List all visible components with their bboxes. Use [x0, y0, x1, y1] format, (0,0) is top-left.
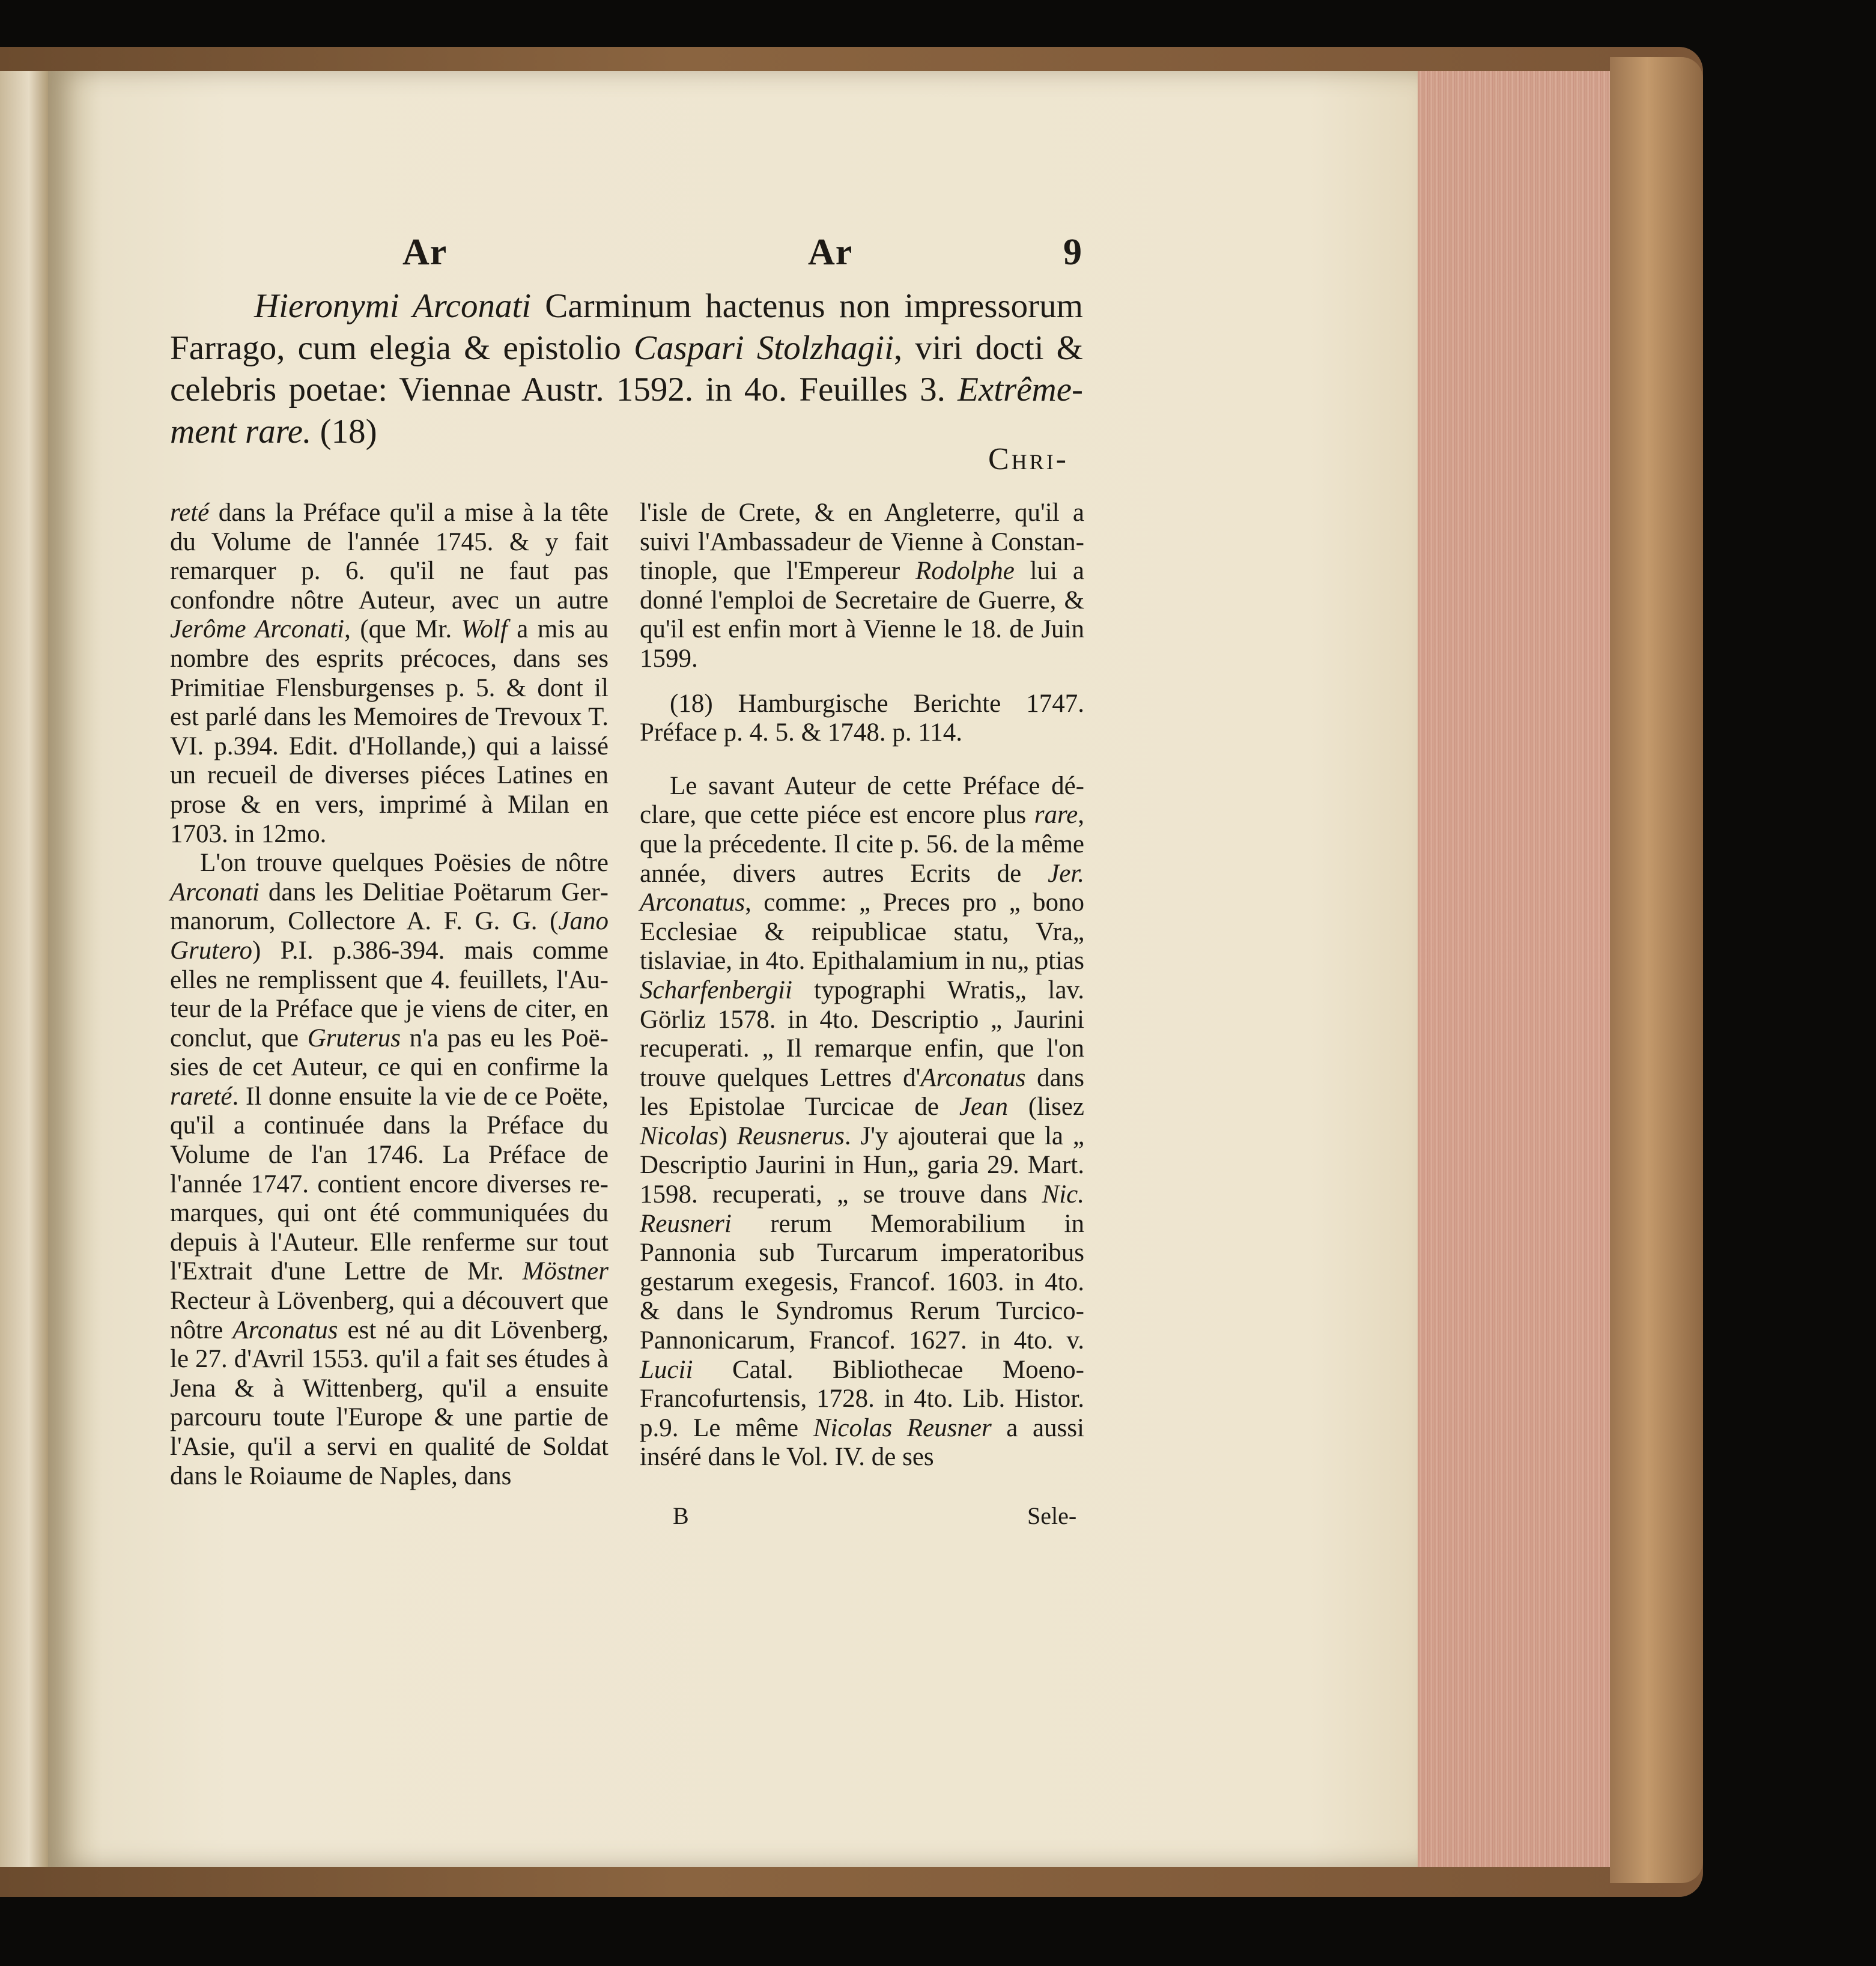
italic-run: Scharfenbergii [640, 975, 792, 1004]
page-block-edge [1412, 71, 1610, 1867]
catchword-bottom: Sele- [1027, 1502, 1077, 1529]
running-head-left: Ar [402, 232, 448, 273]
left-paragraph-1: reté dans la Préface qu'il a mise à la tête du Volume de l'année 1745. & y fait remarquer p. 6. qu'il ne faut pas confondre nôtre Auteur, avec un autre Jerôme Arconati, (que Mr. Wolf a mis au nombre des esprits précoces, dans ses Primitiae Flensburgenses p. 5. & dont il est parlé dans les Memoires de Trevoux T. VI. p.394. Edit. d'Hollande,) qui a laissé un recueil de diverses piéces Latines en prose & en vers, imprimé à Milan en 1703. in 12mo. [170, 499, 609, 848]
italic-run: Arconati [170, 878, 260, 906]
italic-run: Jerôme Arconati [170, 615, 345, 644]
italic-run: rareté [170, 1082, 232, 1111]
italic-run: Möstner [522, 1257, 609, 1286]
italic-run: Nicolas [640, 1121, 719, 1150]
italic-run: Caspari Stolzhagii [634, 329, 894, 367]
italic-run: Reusnerus [736, 1121, 845, 1150]
italic-run: Rodolphe [915, 557, 1015, 586]
italic-run: Hieronymi Arconati [254, 287, 532, 325]
catchword-top: Chri- [988, 442, 1069, 476]
italic-run: Lucii [640, 1355, 693, 1384]
left-paragraph-2: L'on trouve quelques Poësies de nôtre Arconati dans les Delitiae Poëtarum Germanorum, Collectore A. F. G. G. (Jano Grutero) P.I. p.386-394. mais comme elles ne remplissent que 4. feuillets, l'Auteur de la Préface que je viens de citer, en conclut, que Gruterus n'a pas eu les Poësies de cet Auteur, ce qui en confirme la rareté. Il donne ensuite la vie de ce Poëte, qu'il a continuée dans la Préface du Volume de l'an 1746. La Préface de l'année 1747. contient encore diverses remarques, qui ont été communiquées du depuis à l'Auteur. Elle renferme sur tout l'Extrait d'une Lettre de Mr. Möstner Recteur à Lövenberg, qui a découvert que nôtre Arconatus est né au dit Lövenberg, le 27. d'Avril 1553. qu'il a fait ses études à Jena & à Wittenberg, qu'il a ensuite parcouru toute l'Europe & une partie de l'Asie, qu'il a servi en qualité de Soldat dans le Roiaume de Naples, dans [170, 849, 609, 1490]
right-paragraph-1: l'isle de Crete, & en Angleterre, qu'il a suivi l'Ambassadeur de Vienne à Constantinople, que l'Empereur Rodolphe lui a donné l'emploi de Secretaire de Guerre, & qu'il est enfin mort à Vienne le 18. de Juin 1599. [640, 499, 1084, 673]
italic-run: Wolf [461, 615, 508, 644]
italic-run: Nicolas Reusner [813, 1413, 992, 1442]
italic-run: Extrêmement rare. [170, 371, 1083, 451]
footnote-18: (18) Hamburgische Berichte 1747. Préface p. 4. 5. & 1748. p. 114. [640, 689, 1084, 747]
italic-run: Gruterus [307, 1024, 401, 1052]
bibliographic-entry [170, 285, 1083, 452]
italic-run: Jean [959, 1093, 1009, 1121]
italic-run: Arconatus [232, 1315, 338, 1344]
running-head-center: Ar [808, 232, 853, 273]
right-column [640, 499, 1084, 1472]
italic-run: Jer. Arconatus [640, 859, 1084, 917]
italic-run: Nic. Reusneri [640, 1180, 1084, 1238]
italic-run: Arconatus [920, 1063, 1026, 1092]
italic-run: reté [170, 499, 210, 527]
page-number: 9 [1063, 232, 1082, 273]
left-column [170, 499, 609, 1491]
right-paragraph-2: Le savant Auteur de cette Préface déclare, que cette piéce est encore plus rare, que la précedente. Il cite p. 56. de la même année, divers autres Ecrits de Jer. Arconatus, comme: „ Preces pro „ bono Ecclesiae & reipublicae statu, Vra„ tislaviae, in 4to. Epithalamium in nu„ ptias Scharfenbergii typographi Wratis„ lav. Görliz 1578. in 4to. Descriptio „ Jaurini recuperati. „ Il remarque enfin, que l'on trouve quelques Lettres d'Arconatus dans les Epistolae Turcicae de Jean (lisez Nicolas) Reusnerus. J'y ajouterai que la „ Descriptio Jaurini in Hun„ garia 29. Mart. 1598. recuperati, „ se trouve dans Nic. Reusneri rerum Memorabilium in Pannonia sub Turcarum imperatoribus gestarum exegesis, Francof. 1603. in 4to. & dans le Syndromus Rerum Turcico-Pannonicarum, Francof. 1627. in 4to. v. Lucii Catal. Bibliothecae Moeno-Francofurtensis, 1728. in 4to. Lib. Histor. p.9. Le même Nicolas Reusner a aussi inséré dans le Vol. IV. de ses [640, 771, 1084, 1472]
left-page-sliver [0, 71, 48, 1867]
signature-mark: B [673, 1502, 689, 1529]
italic-run: Jano Grutero [170, 907, 609, 965]
italic-run: rare [1034, 801, 1078, 830]
entry-text: Hieronymi Arconati Carminum hactenus non impressorum Farrago, cum elegia & epistolio Caspari Stolzhagii, viri docti & celebris poetae: Viennae Austr. 1592. in 4o. Feuilles 3. Extrêmement rare. (18) [170, 287, 1083, 451]
book-board-edge [1610, 57, 1703, 1883]
